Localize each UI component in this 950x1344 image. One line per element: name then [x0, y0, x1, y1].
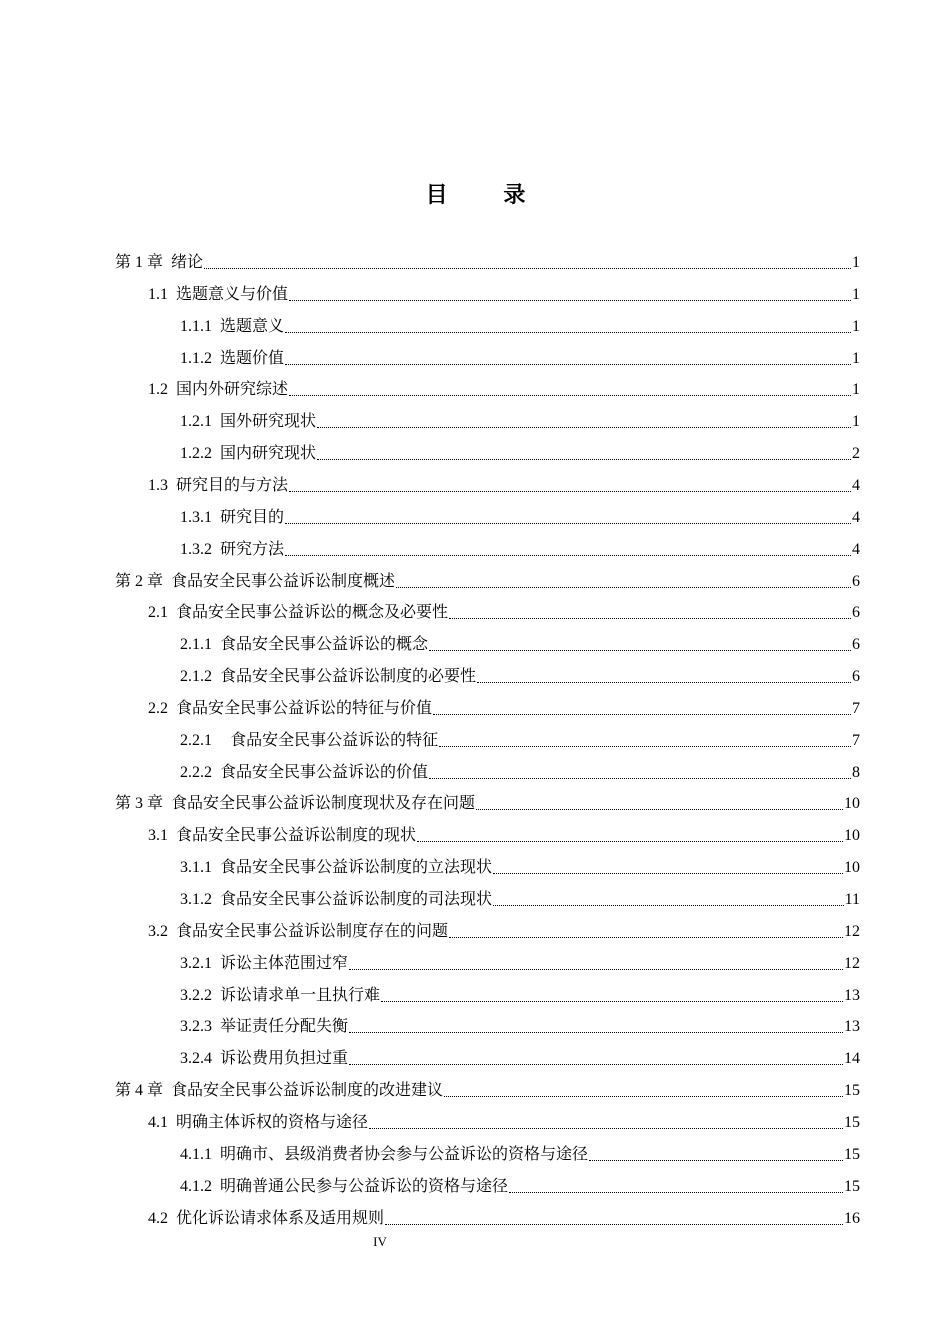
- toc-entry-page: 1: [852, 381, 860, 399]
- toc-leader-dots: [429, 778, 851, 779]
- toc-entry-number: 2.2.1: [180, 731, 212, 749]
- toc-entry-number: 3.2.1: [180, 954, 212, 972]
- toc-entry-text: 诉讼主体范围过窄: [220, 952, 349, 972]
- toc-entry[interactable]: [148, 1201, 860, 1229]
- toc-entry[interactable]: [180, 627, 860, 655]
- toc-entry-label: [180, 1048, 348, 1069]
- toc-leader-dots: [285, 555, 851, 556]
- toc-entry-text: 选题意义: [220, 315, 285, 335]
- toc-entry[interactable]: [180, 1041, 860, 1069]
- toc-leader-dots: [589, 1160, 843, 1161]
- toc-leader-dots: [285, 523, 851, 524]
- toc-entry-text: 食品安全民事公益诉讼的概念: [220, 634, 429, 654]
- toc-entry[interactable]: [115, 245, 860, 273]
- toc-entry-label: [115, 252, 203, 273]
- toc-leader-dots: [285, 332, 851, 333]
- toc-entry[interactable]: [115, 564, 860, 592]
- toc-entry-label: [148, 1208, 384, 1229]
- toc-entry-text: 食品安全民事公益诉讼的价值: [220, 761, 429, 781]
- toc-entry[interactable]: [180, 946, 860, 974]
- toc-entry[interactable]: [180, 659, 860, 687]
- toc-entry-number: 1.1.2: [180, 349, 212, 367]
- toc-leader-dots: [493, 873, 843, 874]
- toc-entry-text: 国外研究现状: [220, 411, 317, 431]
- toc-entry-number: 4.1.2: [180, 1177, 212, 1195]
- toc-entry-number: 第 4 章: [115, 1082, 164, 1100]
- toc-entry-page: 10: [844, 859, 860, 877]
- toc-leader-dots: [439, 746, 851, 747]
- toc-entry-page: 6: [852, 572, 860, 590]
- toc-entry[interactable]: [148, 468, 860, 496]
- toc-entry-text: 选题意义与价值: [176, 283, 289, 303]
- toc-entry[interactable]: [180, 404, 860, 432]
- toc-entry-label: [180, 762, 428, 783]
- toc-entry-label: [180, 348, 284, 369]
- toc-entry[interactable]: [148, 277, 860, 305]
- toc-entry-label: [180, 1176, 508, 1197]
- toc-entry-label: [180, 507, 284, 528]
- toc-entry-page: 13: [844, 986, 860, 1004]
- toc-entry[interactable]: [180, 341, 860, 369]
- toc-leader-dots: [476, 809, 843, 810]
- toc-entry-number: 3.1.1: [180, 859, 212, 877]
- toc-entry-page: 13: [844, 1018, 860, 1036]
- toc-entry-text: 选题价值: [220, 347, 285, 367]
- toc-entry-page: 15: [844, 1113, 860, 1131]
- toc-entry-text: 明确主体诉权的资格与途径: [176, 1111, 369, 1131]
- toc-leader-dots: [477, 682, 851, 683]
- toc-entry-label: [115, 793, 475, 814]
- toc-entry-label: [148, 825, 416, 846]
- toc-leader-dots: [369, 1128, 843, 1129]
- toc-entry-text: 诉讼请求单一且执行难: [220, 984, 381, 1004]
- toc-entry[interactable]: [148, 818, 860, 846]
- toc-entry-label: [180, 666, 476, 687]
- toc-entry-page: 14: [844, 1050, 860, 1068]
- toc-entry-page: 6: [852, 668, 860, 686]
- toc-entry-number: 4.2: [148, 1209, 168, 1227]
- toc-entry-label: [180, 634, 428, 655]
- toc-leader-dots: [317, 427, 851, 428]
- toc-entry-page: 2: [852, 445, 860, 463]
- toc-entry[interactable]: [180, 1137, 860, 1165]
- toc-entry-number: 1.3.2: [180, 540, 212, 558]
- toc-leader-dots: [289, 300, 851, 301]
- toc-entry-number: 1.1: [148, 285, 168, 303]
- toc-entry-label: [180, 857, 492, 878]
- toc-entry-number: 第 1 章: [115, 254, 164, 271]
- toc-leader-dots: [381, 1001, 843, 1002]
- toc-entry[interactable]: [180, 723, 860, 751]
- toc-entry-page: 15: [844, 1145, 860, 1163]
- toc-entry-page: 4: [852, 540, 860, 558]
- toc-entry-label: [180, 1016, 348, 1037]
- toc-entry[interactable]: [180, 850, 860, 878]
- toc-leader-dots: [385, 1224, 843, 1225]
- toc-entry-label: [148, 379, 288, 400]
- toc-entry-page: 16: [844, 1209, 860, 1227]
- toc-entry-text: 食品安全民事公益诉讼制度存在的问题: [176, 920, 449, 940]
- toc-entry-label: [180, 443, 316, 464]
- toc-entry-label: [180, 953, 348, 974]
- toc-entry-text: 优化诉讼请求体系及适用规则: [176, 1207, 385, 1227]
- toc-entry[interactable]: [115, 786, 860, 814]
- toc-entry-text: 食品安全民事公益诉讼制度的司法现状: [220, 889, 493, 908]
- toc-entry-text: 绪论: [171, 252, 204, 271]
- toc-entry-number: 4.1: [148, 1113, 168, 1131]
- toc-entry-page: 6: [852, 604, 860, 622]
- toc-entry-page: 12: [844, 922, 860, 940]
- toc-leader-dots: [285, 364, 851, 365]
- toc-entry-text: 食品安全民事公益诉讼的概念及必要性: [176, 602, 449, 622]
- toc-entry-page: 1: [852, 317, 860, 335]
- toc-entry-text: 食品安全民事公益诉讼制度概述: [171, 570, 396, 590]
- toc-entry-label: [180, 889, 492, 910]
- toc-entry-page: 12: [844, 954, 860, 972]
- toc-entry-label: [115, 1080, 443, 1101]
- toc-leader-dots: [349, 969, 843, 970]
- toc-leader-dots: [509, 1192, 843, 1193]
- toc-entry-number: 第 2 章: [115, 572, 164, 590]
- toc-entry-label: [148, 602, 448, 623]
- toc-entry-page: 1: [852, 349, 860, 367]
- page-number-footer: IV: [373, 1234, 387, 1249]
- toc-entry[interactable]: [180, 978, 860, 1006]
- toc-entry-number: 2.1.2: [180, 668, 212, 686]
- toc-entry-text: 研究目的: [220, 506, 285, 526]
- toc-entry-text: 明确市、县级消费者协会参与公益诉讼的资格与途径: [220, 1143, 589, 1163]
- toc-entry[interactable]: [180, 882, 860, 910]
- toc-entry-number: 2.2: [148, 699, 168, 717]
- toc-entry[interactable]: [180, 436, 860, 464]
- toc-entry-label: [180, 539, 284, 560]
- toc-entry-text: 诉讼费用负担过重: [220, 1048, 349, 1068]
- toc-entry[interactable]: [148, 372, 860, 400]
- toc-leader-dots: [289, 491, 851, 492]
- toc-entry-number: 3.2.4: [180, 1050, 212, 1068]
- toc-entry-label: [148, 475, 288, 496]
- toc-entry[interactable]: [180, 755, 860, 783]
- toc-entry-text: 食品安全民事公益诉讼制度的现状: [176, 825, 417, 845]
- toc-entry-label: [180, 316, 284, 337]
- toc-entry-page: 7: [852, 699, 860, 717]
- toc-entry-label: [180, 730, 438, 751]
- toc-entry-label: [148, 921, 448, 942]
- toc-entry-number: 2.1: [148, 604, 168, 622]
- toc-entry-text: 食品安全民事公益诉讼制度的改进建议: [171, 1080, 444, 1100]
- toc-entry-page: 10: [844, 827, 860, 845]
- toc-entry-number: 1.2.1: [180, 413, 212, 431]
- toc-entry-page: 1: [852, 413, 860, 431]
- toc-entry-number: 1.3.1: [180, 508, 212, 526]
- toc-leader-dots: [396, 587, 851, 588]
- toc-leader-dots: [349, 1064, 843, 1065]
- toc-entry-page: 8: [852, 763, 860, 781]
- toc-entry[interactable]: [180, 309, 860, 337]
- toc-entry[interactable]: [148, 595, 860, 623]
- toc-entry-page: 4: [852, 476, 860, 494]
- toc-entry[interactable]: [180, 1009, 860, 1037]
- toc-entry-number: 第 3 章: [115, 795, 164, 813]
- toc-entry-number: 3.1.2: [180, 891, 212, 908]
- toc-leader-dots: [204, 268, 851, 269]
- toc-entry-text: 研究方法: [220, 538, 285, 558]
- toc-entry-page: 4: [852, 508, 860, 526]
- toc-entry[interactable]: [148, 914, 860, 942]
- toc-leader-dots: [317, 459, 851, 460]
- toc-entry-label: [180, 411, 316, 432]
- toc-entry-page: 7: [852, 731, 860, 749]
- toc-entry-number: 2.1.1: [180, 636, 212, 654]
- toc-entry-text: 食品安全民事公益诉讼制度现状及存在问题: [171, 793, 476, 813]
- toc-entry-number: 1.2: [148, 381, 168, 399]
- toc-entry-number: 3.2.3: [180, 1018, 212, 1036]
- toc-entry-number: 1.3: [148, 476, 168, 494]
- toc-entry-number: 1.2.2: [180, 445, 212, 463]
- toc-entry-page: 15: [844, 1082, 860, 1100]
- toc-leader-dots: [449, 618, 851, 619]
- toc-entry-page: 10: [844, 795, 860, 813]
- toc-leader-dots: [417, 841, 843, 842]
- toc-entry-text: 食品安全民事公益诉讼制度的立法现状: [220, 857, 493, 877]
- toc-entry[interactable]: [180, 500, 860, 528]
- toc-entry[interactable]: [115, 1073, 860, 1101]
- toc-entry-text: 食品安全民事公益诉讼的特征: [220, 729, 439, 749]
- toc-entry-label: [180, 985, 380, 1006]
- toc-leader-dots: [349, 1032, 843, 1033]
- toc-entry-text: 举证责任分配失衡: [220, 1016, 349, 1036]
- toc-entry-number: 3.2: [148, 922, 168, 940]
- toc-entry[interactable]: [148, 1105, 860, 1133]
- toc-entry-text: 研究目的与方法: [176, 474, 289, 494]
- toc-entry-label: [115, 571, 395, 592]
- toc-entry-page: 6: [852, 636, 860, 654]
- toc-entry-page: 11: [844, 891, 860, 908]
- toc-leader-dots: [493, 905, 844, 906]
- toc-entry-page: 1: [852, 254, 860, 271]
- toc-entry-number: 4.1.1: [180, 1145, 212, 1163]
- toc-entry-number: 2.2.2: [180, 763, 212, 781]
- toc-leader-dots: [433, 714, 851, 715]
- toc-entry[interactable]: [180, 532, 860, 560]
- toc-entry-label: [148, 1112, 368, 1133]
- toc-entry-text: 食品安全民事公益诉讼制度的必要性: [220, 666, 477, 686]
- toc-entry-page: 1: [852, 285, 860, 303]
- toc-title: 目 录: [425, 183, 550, 208]
- toc-entry-number: 1.1.1: [180, 317, 212, 335]
- toc-entry-label: [148, 284, 288, 305]
- toc-entry-label: [148, 698, 432, 719]
- toc-entry-text: 明确普通公民参与公益诉讼的资格与途径: [220, 1175, 509, 1195]
- toc-leader-dots: [289, 395, 851, 396]
- toc-leader-dots: [429, 650, 851, 651]
- toc-entry-page: 15: [844, 1177, 860, 1195]
- toc-entry[interactable]: [180, 1169, 860, 1197]
- toc-entry-label: [180, 1144, 588, 1165]
- toc-entry-number: 3.2.2: [180, 986, 212, 1004]
- toc-entry-text: 国内外研究综述: [176, 379, 289, 399]
- toc-entry-text: 食品安全民事公益诉讼的特征与价值: [176, 697, 433, 717]
- toc-entry[interactable]: [148, 691, 860, 719]
- toc-entry-text: 国内研究现状: [220, 443, 317, 463]
- toc-leader-dots: [444, 1096, 843, 1097]
- toc-leader-dots: [449, 937, 843, 938]
- toc-entry-number: 3.1: [148, 827, 168, 845]
